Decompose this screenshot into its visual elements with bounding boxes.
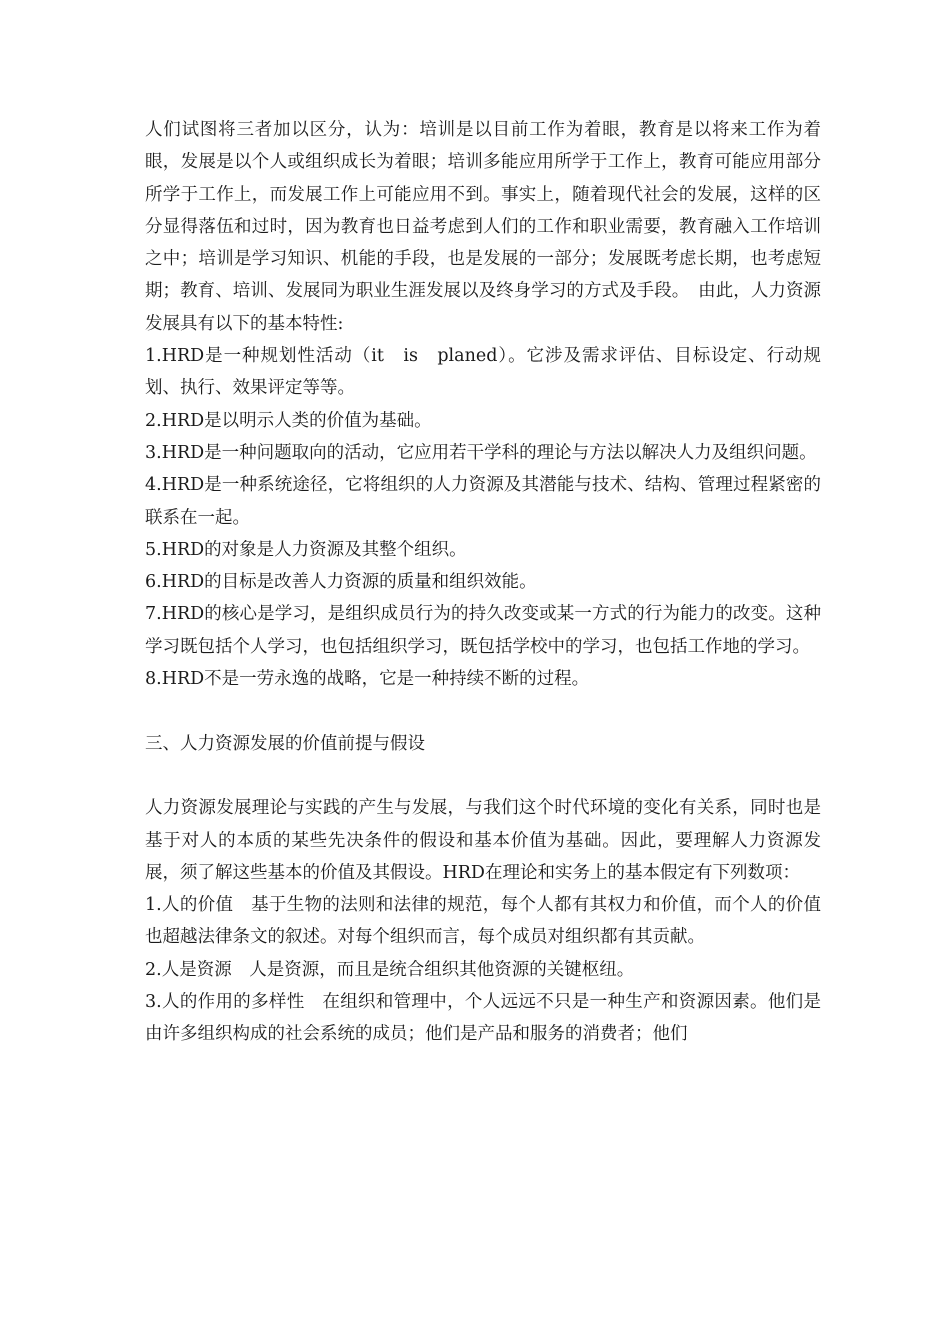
- document-body: [145, 114, 821, 1051]
- hrd-item-6: 6.HRD的目标是改善人力资源的质量和组织效能。: [145, 572, 537, 593]
- hrd-item-2: 2.HRD是以明示人类的价值为基础。: [145, 410, 432, 431]
- blank-line: [145, 760, 821, 792]
- section-intro-paragraph: 人力资源发展理论与实践的产生与发展，与我们这个时代环境的变化有关系，同时也是基于对人的本质的某些先决条件的假设和基本价值为基础。因此，要理解人力资源发展，须了解这些基本的价值及其假设。HRD在理论和实务上的基本假定有下列数项：: [145, 798, 821, 883]
- hrd-item-3: 3.HRD是一种问题取向的活动，它应用若干学科的理论与方法以解决人力及组织问题。: [145, 442, 817, 463]
- hrd-item-8: 8.HRD不是一劳永逸的战略，它是一种持续不断的过程。: [145, 669, 590, 690]
- assumption-item-1: 1.人的价值 基于生物的法则和法律的规范，每个人都有其权力和价值，而个人的价值也超越法律条文的叙述。对每个组织而言，每个成员对组织都有其贡献。: [145, 895, 821, 948]
- intro-paragraph: 人们试图将三者加以区分，认为：培训是以目前工作为着眼，教育是以将来工作为着眼，发展是以个人或组织成长为着眼；培训多能应用所学于工作上，教育可能应用部分所学于工作上，而发展工作上可能应用不到。事实上，随着现代社会的发展，这样的区分显得落伍和过时，因为教育也日益考虑到人们的工作和职业需要，教育融入工作培训之中；培训是学习知识、机能的手段，也是发展的一部分；发展既考虑长期，也考虑短期；教育、培训、发展同为职业生涯发展以及终身学习的方式及手段。 由此，人力资源发展具有以下的基本特性:: [145, 120, 821, 334]
- hrd-item-4: 4.HRD是一种系统途径，它将组织的人力资源及其潜能与技术、结构、管理过程紧密的联系在一起。: [145, 475, 821, 528]
- hrd-item-1: 1.HRD是一种规划性活动（it is planed）。它涉及需求评估、目标设定、行动规划、执行、效果评定等等。: [145, 346, 821, 399]
- hrd-item-7: 7.HRD的核心是学习，是组织成员行为的持久改变或某一方式的行为能力的改变。这种学习既包括个人学习，也包括组织学习，既包括学校中的学习，也包括工作地的学习。: [145, 604, 821, 657]
- assumption-item-2: 2.人是资源 人是资源，而且是统合组织其他资源的关键枢纽。: [145, 959, 635, 980]
- hrd-item-5: 5.HRD的对象是人力资源及其整个组织。: [145, 539, 467, 560]
- section-heading: 三、人力资源发展的价值前提与假设: [145, 733, 425, 754]
- blank-line: [145, 695, 821, 727]
- assumption-item-3: 3.人的作用的多样性 在组织和管理中，个人远远不只是一种生产和资源因素。他们是由许多组织构成的社会系统的成员；他们是产品和服务的消费者；他们: [145, 992, 821, 1045]
